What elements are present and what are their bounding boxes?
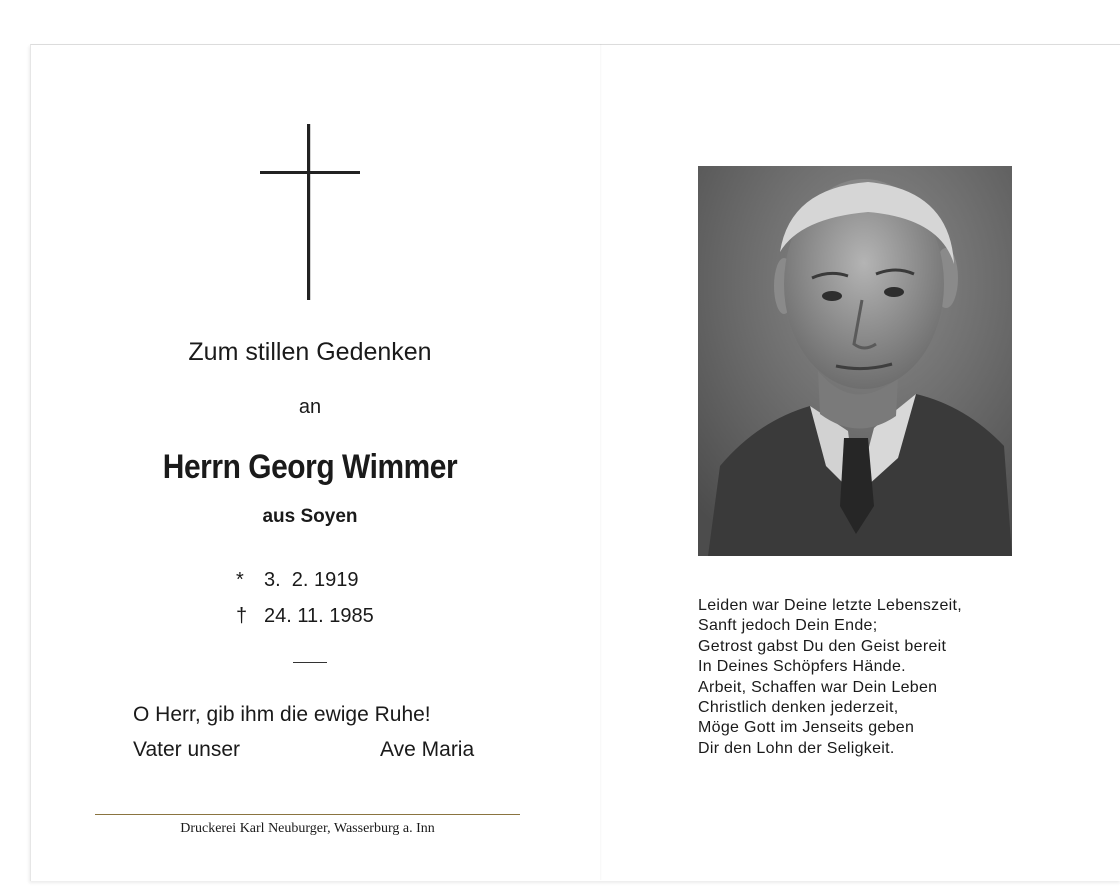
divider [293,662,327,663]
printer-rule [95,814,520,815]
prayer-line: O Herr, gib ihm die ewige Ruhe! [133,703,431,726]
verse-line: Sanft jedoch Dein Ende; [698,617,878,635]
death-date-row [236,605,374,628]
preposition-text: an [298,396,322,418]
portrait-photo [698,166,1012,556]
prayer-ave-maria: Ave Maria [380,738,475,761]
printer-credit: Druckerei Karl Neuburger, Wasserburg a. Inn [180,821,435,836]
verse-line: In Deines Schöpfers Hände. [698,658,906,676]
verse-line: Dir den Lohn der Seligkeit. [698,739,895,757]
verse-line: Möge Gott im Jenseits geben [698,719,915,737]
memorial-heading: Zum stillen Gedenken [188,338,432,366]
cross-icon [260,124,360,300]
verse-line: Arbeit, Schaffen war Dein Leben [698,678,938,696]
verse-line: Leiden war Deine letzte Lebenszeit, [698,597,962,614]
card-fold [600,44,602,880]
birth-date: 3. 2. 1919 [264,569,359,591]
birth-date-row [236,569,359,592]
birth-star-icon: * [236,569,244,591]
verse-line: Christlich denken jederzeit, [698,699,899,717]
death-dagger-icon: † [236,605,248,627]
deceased-name: Herrn Georg Wimmer [162,448,458,486]
death-date: 24. 11. 1985 [264,605,374,627]
prayer-vater-unser: Vater unser [133,738,240,761]
memorial-verse [698,596,962,759]
deceased-origin: aus Soyen [262,506,358,527]
verse-line: Getrost gabst Du den Geist bereit [698,637,947,655]
